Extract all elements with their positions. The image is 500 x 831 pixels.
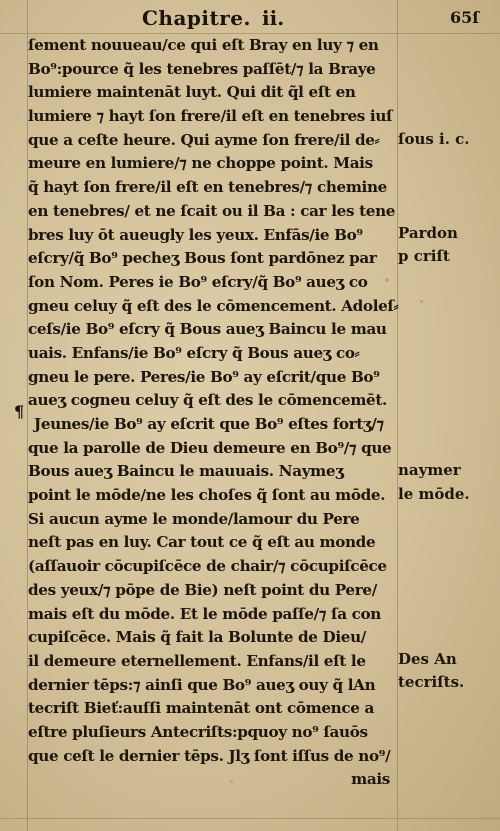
text-line: ceſs/ie Bo⁹ eſcry q̃ Bous aueʒ Baincu le mau <box>28 320 387 339</box>
paper-blemish <box>230 780 233 783</box>
margin-note: tecriſts. <box>398 673 465 691</box>
text-line: mais <box>351 770 390 789</box>
text-line: Bous aueʒ Baincu le mauuais. Naymeʒ <box>28 462 344 481</box>
text-line: Bo⁹:pource q̃ les tenebres paſſēt/⁊ la Braye <box>28 59 376 78</box>
text-line: des yeux/⁊ pōpe de Bie) neſt point du Pere/ <box>28 580 377 599</box>
text-line: tecriſt Bieť:auſſi maintenāt ont cōmence a <box>28 699 374 718</box>
running-header <box>0 6 500 32</box>
margin-note: p criſt <box>398 247 450 265</box>
text-line: ſement nouueau/ce qui eſt Bray en luy ⁊ en <box>28 36 379 54</box>
paper-blemish <box>420 300 423 303</box>
text-line: cupiſcēce. Mais q̃ fait la Bolunte de Dieu/ <box>28 628 366 647</box>
margin-note: Pardon <box>398 224 458 242</box>
text-line: Jeunes/ie Bo⁹ ay eſcrit que Bo⁹ eſtes fortʒ/⁊ <box>34 415 384 433</box>
text-line: dernier tēps:⁊ ainſi que Bo⁹ aueʒ ouy q̃ lAn <box>28 675 376 694</box>
text-line: eſcry/q̃ Bo⁹ pecheʒ Bous ſont pardōnez par <box>28 249 377 268</box>
text-line: point le mōde/ne les choſes q̃ ſont au mōde. <box>28 486 386 505</box>
paper-blemish <box>385 278 389 282</box>
text-line: ſon Nom. Peres ie Bo⁹ eſcry/q̃ Bo⁹ aueʒ co <box>28 272 368 291</box>
paragraph-mark: ¶ <box>14 402 25 421</box>
text-line: il demeure eternellement. Enfans/il eſt le <box>28 651 366 670</box>
margin-note: Des An <box>398 650 457 668</box>
margin-note: le mōde. <box>398 485 470 503</box>
text-line: en tenebres/ et ne ſcait ou il Ba : car les tene <box>28 201 396 220</box>
text-line: aueʒ cogneu celuy q̃ eſt des le cōmencemēt. <box>28 391 387 410</box>
folio-number: 65ſ <box>450 8 480 27</box>
text-line: mais eſt du mōde. Et le mōde paſſe/⁊ ſa con <box>28 604 381 623</box>
text-line: meure en lumiere/⁊ ne choppe point. Mais <box>28 154 373 173</box>
chapter-number: ii. <box>262 6 285 30</box>
text-line: Si aucun ayme le monde/lamour du Pere <box>28 509 360 528</box>
text-line: gneu le pere. Peres/ie Bo⁹ ay eſcrit/que Bo⁹ <box>28 367 380 386</box>
text-line: uais. Enfans/ie Bo⁹ eſcry q̃ Bous aueʒ co⸗ <box>28 343 360 362</box>
text-line: gneu celuy q̃ eſt des le cōmencement. Adoleſ⸗ <box>28 296 399 315</box>
text-line: que ceſt le dernier tēps. Jlʒ ſont iſſus de no⁹/ <box>28 746 391 765</box>
text-line: que la parolle de Dieu demeure en Bo⁹/⁊ que <box>28 438 392 457</box>
margin-note: ſous i. c. <box>398 130 470 148</box>
ruled-footer-line <box>0 818 500 819</box>
text-line: que a ceſte heure. Qui ayme ſon frere/il de⸗ <box>28 130 380 149</box>
text-line: lumiere maintenāt luyt. Qui dit q̃l eſt en <box>28 83 356 102</box>
text-line: (aſſauoir cōcupiſcēce de chair/⁊ cōcupiſcēce <box>28 557 387 576</box>
text-line: lumiere ⁊ hayt ſon frere/il eſt en tenebres iuſ <box>28 107 393 126</box>
margin-note: naymer <box>398 461 461 479</box>
text-line: bres luy ōt aueugly les yeux. Enfās/ie Bo⁹ <box>28 225 363 244</box>
text-block <box>28 34 400 792</box>
text-line: eſtre pluſieurs Antecriſts:pquoy no⁹ ſauōs <box>28 722 368 741</box>
text-line: neſt pas en luy. Car tout ce q̃ eſt au monde <box>28 533 376 552</box>
running-title: Chapitre. <box>142 6 251 30</box>
text-line: q̃ hayt ſon frere/il eſt en tenebres/⁊ chemine <box>28 178 387 197</box>
